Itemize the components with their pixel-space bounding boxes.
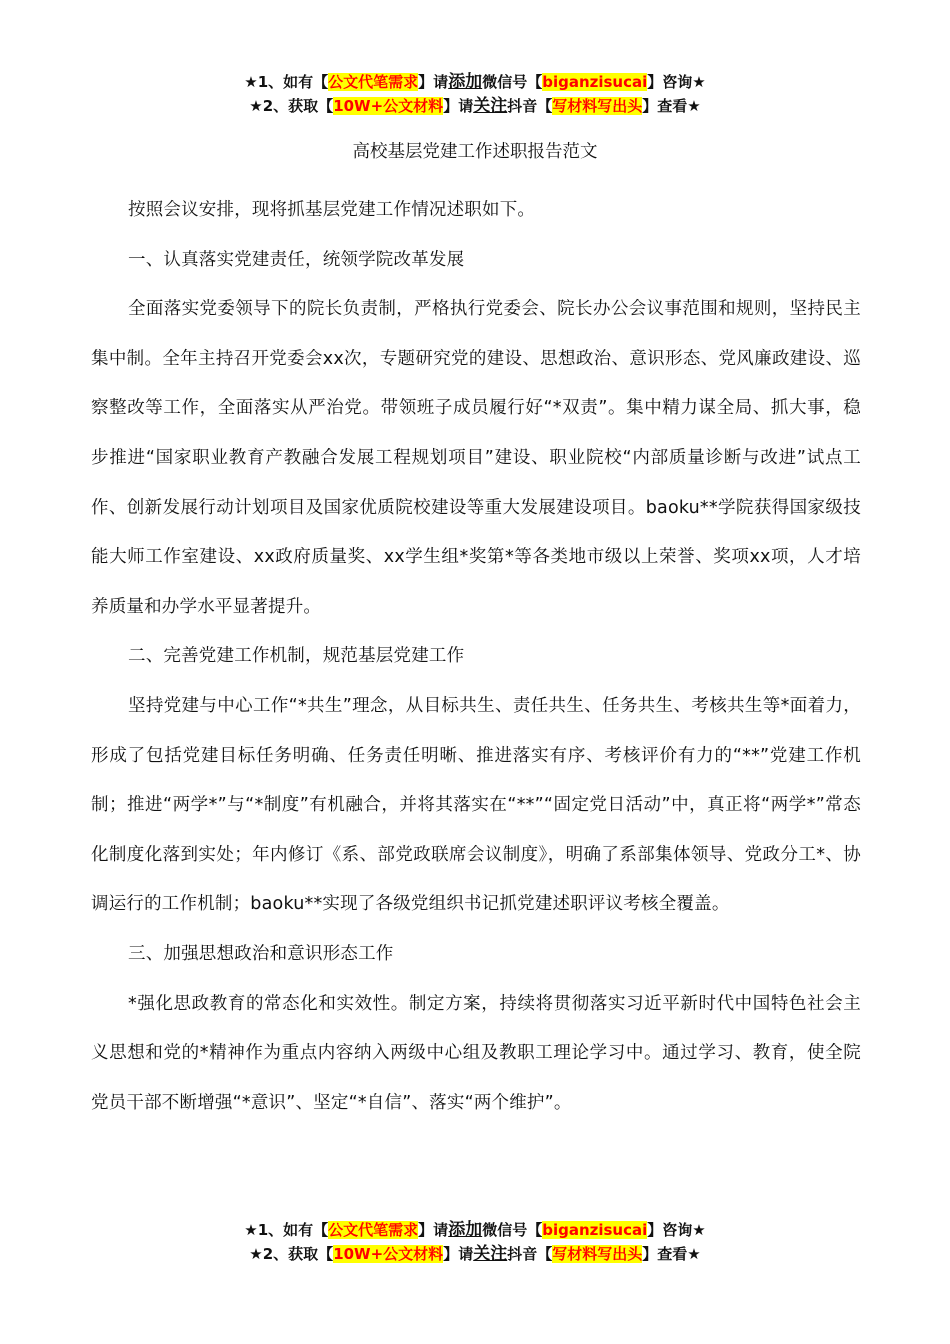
banner-text: 】请 — [418, 1221, 449, 1239]
banner-text: 抖音【 — [507, 1245, 553, 1263]
banner-highlight: 10W+公文材料 — [333, 97, 444, 115]
banner-text: ★2、获取【 — [249, 1245, 334, 1263]
document-body — [91, 186, 861, 1128]
bottom-banner — [0, 1218, 950, 1266]
section-heading-2: 二、完善党建工作机制，规范基层党建工作 — [128, 646, 465, 667]
banner-emphasis: 关注 — [473, 96, 508, 116]
banner-text: 微信号【 — [482, 1221, 543, 1239]
paragraph-intro: 按照会议安排，现将抓基层党建工作情况述职如下。 — [128, 200, 536, 220]
banner-text: 抖音【 — [507, 97, 553, 115]
banner-text: ★2、获取【 — [249, 97, 334, 115]
banner-emphasis: 添加 — [448, 72, 483, 92]
banner-text: 】咨询★ — [647, 73, 706, 91]
banner-text: 】咨询★ — [647, 1221, 706, 1239]
banner-highlight: 10W+公文材料 — [333, 1245, 444, 1263]
banner-highlight: 写材料写出头 — [552, 1245, 643, 1263]
banner-emphasis: 添加 — [448, 1220, 483, 1240]
banner-highlight: biganzisucai — [542, 1221, 648, 1239]
banner-text: 】请 — [418, 73, 449, 91]
section-heading-1: 一、认真落实党建责任，统领学院改革发展 — [128, 249, 465, 270]
banner-text: 】查看★ — [642, 1245, 701, 1263]
banner-text: 】请 — [443, 97, 474, 115]
banner-line-2 — [0, 1242, 950, 1266]
banner-highlight: 公文代笔需求 — [328, 73, 419, 91]
banner-highlight: 写材料写出头 — [552, 97, 643, 115]
banner-line-1 — [0, 70, 950, 94]
banner-text: 】请 — [443, 1245, 474, 1263]
banner-text: ★1、如有【 — [244, 73, 329, 91]
banner-emphasis: 关注 — [473, 1244, 508, 1264]
banner-line-1 — [0, 1218, 950, 1242]
banner-text: 微信号【 — [482, 73, 543, 91]
banner-highlight: biganzisucai — [542, 73, 648, 91]
document-title: 高校基层党建工作述职报告范文 — [352, 142, 598, 162]
banner-highlight: 公文代笔需求 — [328, 1221, 419, 1239]
paragraph-2: 坚持党建与中心工作“*共生”理念，从目标共生、责任共生、任务共生、考核共生等*面着力，形成了包括党建目标任务明确、任务责任明晰、推进落实有序、考核评价有力的“**”党建工作机制；推进“两学*”与“*制度”有机融合，并将其落实在“**”“固定党日活动”中，真正将“两学*”常态化制度化落到实处；年内修订《系、部党政联席会议制度》，明确了系部集体领导、党政分工*、协调运行的工作机制；baoku**实现了各级党组织书记抓党建述职评议考核全覆盖。 — [91, 695, 861, 915]
banner-line-2 — [0, 94, 950, 118]
banner-text: 】查看★ — [642, 97, 701, 115]
top-banner — [0, 70, 950, 118]
paragraph-3: *强化思政教育的常态化和实效性。制定方案，持续将贯彻落实习近平新时代中国特色社会主义思想和党的*精神作为重点内容纳入两级中心组及教职工理论学习中。通过学习、教育，使全院党员干部不断增强“*意识”、坚定“*自信”、落实“两个维护”。 — [91, 993, 861, 1113]
section-heading-3: 三、加强思想政治和意识形态工作 — [128, 943, 394, 964]
paragraph-1: 全面落实党委领导下的院长负责制，严格执行党委会、院长办公会议事范围和规则，坚持民主集中制。全年主持召开党委会xx次，专题研究党的建设、思想政治、意识形态、党风廉政建设、巡察整改等工作，全面落实从严治党。带领班子成员履行好“*双责”。集中精力谋全局、抓大事，稳步推进“国家职业教育产教融合发展工程规划项目”建设、职业院校“内部质量诊断与改进”试点工作、创新发展行动计划项目及国家优质院校建设等重大发展建设项目。baoku**学院获得国家级技能大师工作室建设、xx政府质量奖、xx学生组*奖第*等各类地市级以上荣誉、奖项xx项，人才培养质量和办学水平显著提升。 — [91, 299, 861, 617]
banner-text: ★1、如有【 — [244, 1221, 329, 1239]
